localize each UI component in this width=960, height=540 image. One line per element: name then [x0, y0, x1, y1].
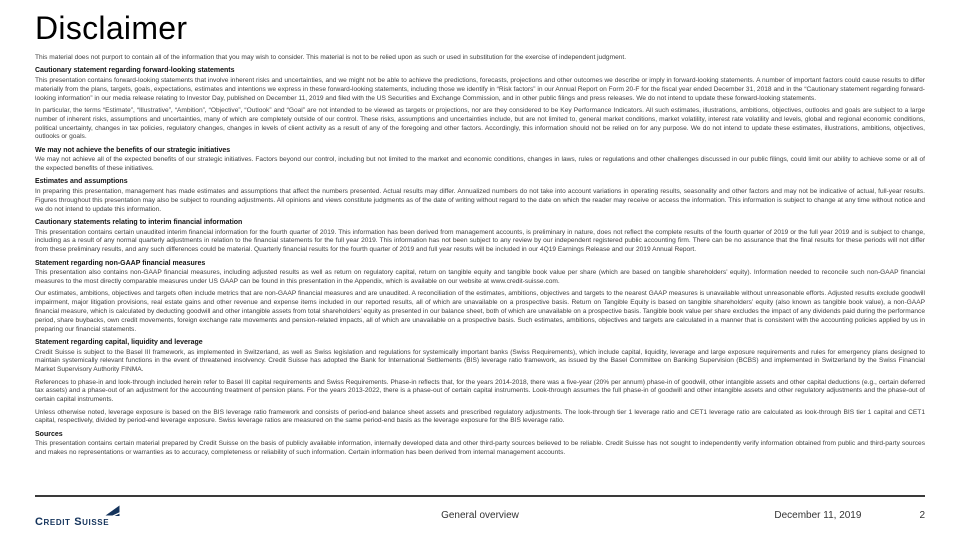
section-heading: Statement regarding capital, liquidity and leverage [35, 339, 203, 347]
section-heading: Cautionary statement regarding forward-looking statements [35, 67, 235, 75]
footer-section-label: General overview [441, 509, 519, 521]
page-number: 2 [919, 509, 925, 521]
footer-right-group [774, 510, 925, 521]
footer-row [35, 504, 925, 526]
section-paragraph: This presentation contains certain unaudited interim financial information for the fourth quarter of 2019. This information has been derived from management accounts, is preliminary in nature, does not reflect the complete results of the fourth quarter of 2019 or the full year 2019 and is subject to change, including as a result of any normal quarterly adjustments in relation to the financial statements for the full year 2019. This information has not been subject to any review by our independent registered public accounting firm. There can be no assurance that the final results for these periods will not differ from these preliminary results, and any such differences could be material. Quarterly financial results for the fourth quarter of 2019 and full year results will be included in our 4Q19 Earnings Release and our 2019 Annual Report. [35, 228, 925, 254]
logo-text: Credit Suisse [35, 515, 110, 528]
section-heading: Cautionary statements relating to interim financial information [35, 219, 243, 227]
section-paragraph: This presentation contains forward-looking statements that involve inherent risks and uncertainties, and we might not be able to achieve the predictions, forecasts, projections and other outcomes we describe or imply in forward-looking statements. A number of important factors could cause results to differ materially from the plans, targets, goals, expectations, estimates and intentions we express in these forward-looking statements, including those we identify in “Risk factors” in our Annual Report on Form 20-F for the fiscal year ended December 31, 2018 and in the “Cautionary statement regarding forward-looking information” in our media release relating to Investor Day, published on December 11, 2019 and filed with the US Securities and Exchange Commission, and in other public filings and press releases. We do not intend to update these forward-looking statements. [35, 76, 925, 102]
section-paragraph: In preparing this presentation, management has made estimates and assumptions that affect the numbers presented. Actual results may differ. Annualized numbers do not take into account variations in operating results, seasonality and other factors and may not be indicative of actual, full-year results. Figures throughout this presentation may also be subject to rounding adjustments. All opinions and views constitute judgments as of the date of writing without regard to the date on which the reader may receive or access the information. This information is subject to change at any time without notice and we do not intend to update this information. [35, 188, 925, 213]
slide-footer [35, 495, 925, 530]
section-paragraph: This presentation also contains non-GAAP financial measures, including adjusted results as well as return on regulatory capital, return on tangible equity and tangible book value per share (which are based on tangible shareholders’ equity). Information needed to reconcile such non-GAAP financial measures to the most directly comparable measures under US GAAP can be found in this presentation in the Appendix, which is available on our website at www.credit-suisse.com. [35, 269, 925, 286]
footer-date: December 11, 2019 [774, 509, 862, 521]
section-paragraph: We may not achieve all of the expected benefits of our strategic initiatives. Factors beyond our control, including but not limited to the market and economic conditions, changes in laws, rules or regulations and other challenges discussed in our public filings, could limit our ability to achieve some or all of the expected benefits of these initiatives. [35, 156, 925, 173]
intro-paragraph: This material does not purport to contain all of the information that you may wish to consider. This material is not to be relied upon as such or used in substitution for the exercise of independent judgment. [35, 54, 627, 61]
section-paragraph: Credit Suisse is subject to the Basel III framework, as implemented in Switzerland, as well as Swiss legislation and regulations for systemically important banks (Swiss Requirements), which include capital, liquidity, leverage and large exposure requirements and rules for emergency plans designed to maintain systemically relevant functions in the event of threatened insolvency. Credit Suisse has adopted the Bank for International Settlements (BIS) leverage ratio framework, as issued by the Basel Committee on Banking Supervision (BCBS) and implemented in Switzerland by the Swiss Financial Market Supervisory Authority FINMA. [35, 348, 925, 374]
section-paragraph: Unless otherwise noted, leverage exposure is based on the BIS leverage ratio framework and consists of period-end balance sheet assets and prescribed regulatory adjustments. The look-through tier 1 leverage ratio and CET1 leverage ratio are calculated as look-through BIS tier 1 capital and CET1 capital, respectively, divided by period-end leverage exposure. Swiss leverage ratios are measured on the same period-end basis as the leverage exposure for the BIS leverage ratio. [35, 408, 925, 425]
section-paragraph: Our estimates, ambitions, objectives and targets often include metrics that are non-GAAP financial measures and are unaudited. A reconciliation of the estimates, ambitions, objectives and targets to the nearest GAAP measures is unavailable without unreasonable efforts. Adjusted results exclude goodwill impairment, major litigation provisions, real estate gains and other revenue and expense items included in our reported results, all of which are unavailable on a prospective basis. Return on Tangible Equity is based on tangible shareholders’ equity (also known as tangible book value), a non-GAAP financial measure, which is calculated by deducting goodwill and other intangible assets from total shareholders’ equity as presented in our balance sheet, both of which are unavailable on a prospective basis. Tangible book value per share excludes the impact of any dividends paid during the performance period, share buybacks, own credit movements, foreign exchange rate movements and pension-related impacts, all of which are unavailable on a prospective basis. Such estimates, ambitions, objectives and targets are calculated in a manner that is consistent with the accounting policies applied by us in preparing our financial statements. [35, 290, 925, 333]
section-heading: Statement regarding non-GAAP financial measures [35, 259, 206, 267]
sail-icon [105, 503, 120, 521]
section-paragraph: References to phase-in and look-through included herein refer to Basel III capital requirements and Swiss Requirements. Phase-in reflects that, for the years 2014-2018, there was a five-year (20% per annum) phase-in of goodwill, other intangible assets and other capital deductions (e.g., certain deferred tax assets) and a phase-out of an adjustment for the accounting treatment of pension plans. For the years 2013-2022, there is a phase-out of certain capital instruments. Look-through assumes the full phase-in of goodwill and other intangible assets and other regulatory adjustments and the phase-out of certain capital instruments. [35, 378, 925, 404]
section-heading: Estimates and assumptions [35, 178, 128, 186]
section-heading: We may not achieve the benefits of our strategic initiatives [35, 146, 231, 154]
sections [35, 66, 925, 458]
section-paragraph: This presentation contains certain material prepared by Credit Suisse on the basis of publicly available information, internally developed data and other third-party sources believed to be reliable. Credit Suisse has not sought to independently verify information obtained from public and third-party sources and makes no representations or warranties as to accuracy, completeness or reliability of such information. Certain information has been derived from internal management accounts. [35, 440, 925, 457]
credit-suisse-logo [35, 503, 120, 528]
page-title: Disclaimer [35, 10, 188, 46]
section-paragraph: In particular, the terms “Estimate”, “Illustrative”, “Ambition”, “Objective”, “Outlook” and “Goal” are not intended to be viewed as targets or projections, nor are they considered to be Key Performance Indicators. All such estimates, illustrations, ambitions, objectives, outlooks and goals are subject to a large number of inherent risks, assumptions and uncertainties, many of which are completely outside of our control. These risks, assumptions and uncertainties include, but are not limited to, general market conditions, market volatility, interest rate volatility and levels, global and regional economic conditions, political uncertainty, changes in tax policies, regulatory changes, changes in levels of client activity as a result of any of the foregoing and other factors. Accordingly, this information should not be relied on for any purpose. We do not intend to update these estimates, illustrations, ambitions, objectives, outlooks or goals. [35, 106, 925, 141]
section-heading: Sources [35, 430, 63, 438]
